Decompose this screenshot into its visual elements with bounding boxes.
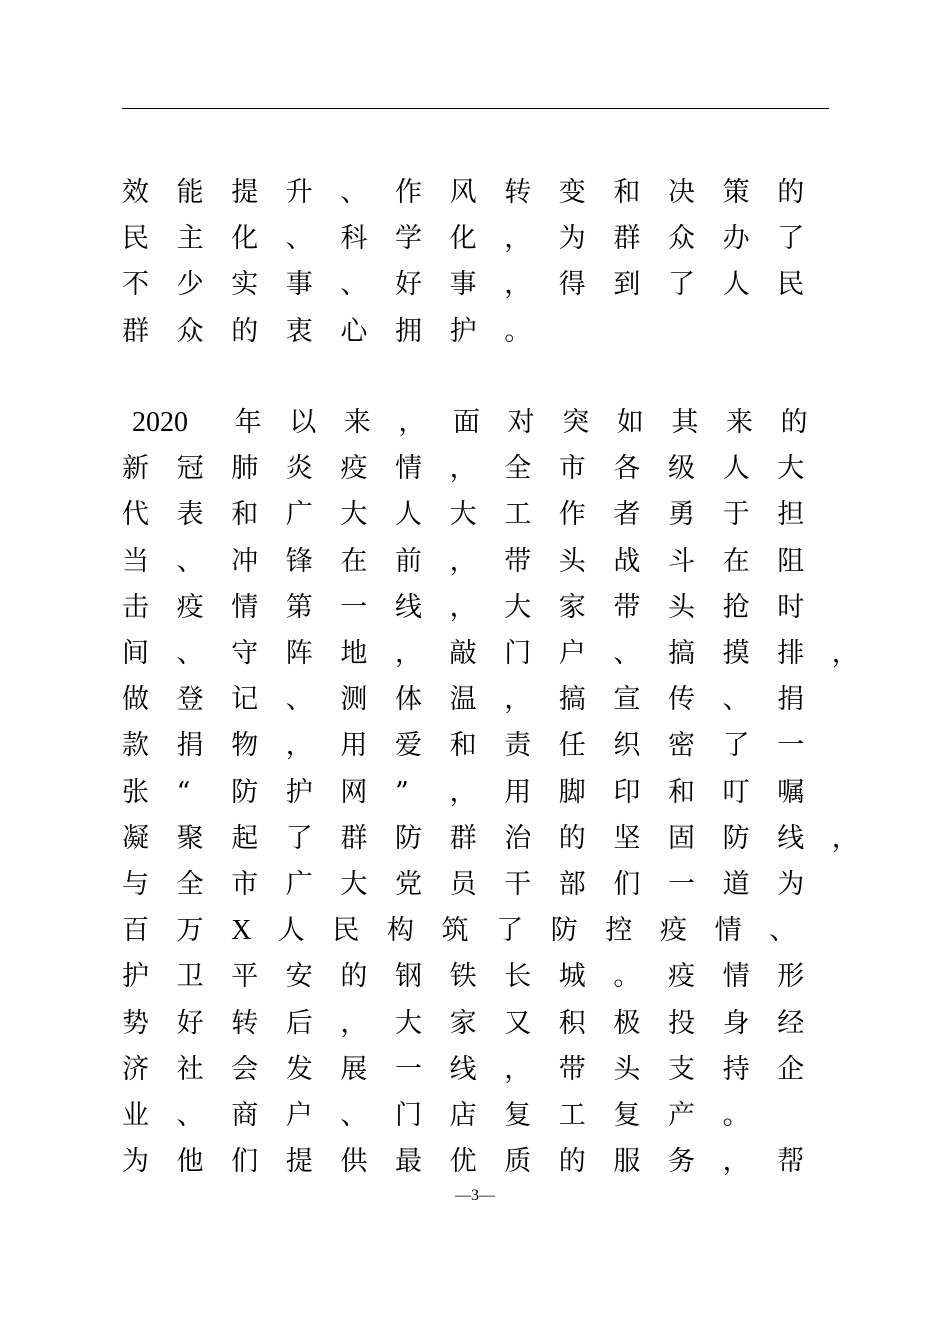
text-glyph: 为 — [122, 1146, 149, 1178]
text-glyph: 业 — [122, 1100, 149, 1131]
text-glyph: 门 — [504, 638, 532, 669]
text-glyph: 嘱 — [777, 776, 805, 808]
text-glyph: 带 — [504, 545, 532, 577]
text-glyph: 务 — [668, 1146, 695, 1178]
text-glyph: 网 — [340, 776, 368, 808]
text-glyph: 转 — [504, 177, 532, 208]
text-glyph: 时 — [777, 591, 805, 623]
text-glyph: 冲 — [231, 545, 259, 577]
text-glyph: 面 — [453, 407, 480, 438]
text-glyph: 大 — [504, 591, 532, 623]
text-glyph: 党 — [395, 869, 422, 900]
text-glyph: 。 — [722, 1100, 750, 1131]
text-line — [122, 911, 842, 951]
text-glyph: 质 — [504, 1146, 532, 1178]
text-glyph: 民 — [332, 915, 360, 947]
text-glyph: ， — [285, 730, 313, 762]
text-glyph: 们 — [613, 869, 641, 900]
text-glyph: 的 — [777, 177, 805, 208]
text-glyph: 到 — [613, 269, 641, 301]
text-glyph: 、 — [176, 545, 204, 577]
text-glyph: 办 — [722, 223, 750, 255]
text-glyph: 做 — [122, 684, 149, 716]
text-glyph: 大 — [340, 499, 368, 531]
text-glyph: 市 — [558, 453, 586, 485]
text-glyph: 头 — [558, 545, 586, 577]
text-line — [122, 219, 842, 259]
text-glyph: 商 — [231, 1100, 259, 1131]
text-line — [122, 173, 842, 213]
text-glyph: 员 — [449, 869, 477, 900]
text-line — [122, 1004, 842, 1044]
text-glyph: 和 — [613, 177, 641, 208]
text-glyph: 提 — [285, 1146, 313, 1178]
text-glyph: 者 — [613, 499, 641, 531]
text-glyph: 衷 — [285, 315, 313, 347]
text-glyph: 部 — [558, 869, 586, 900]
text-glyph: 记 — [231, 684, 259, 716]
text-glyph: 万 — [176, 915, 204, 947]
text-glyph: 学 — [395, 223, 422, 255]
text-glyph: 人 — [395, 499, 422, 531]
text-glyph: 突 — [562, 407, 590, 438]
text-glyph: 、 — [769, 915, 797, 947]
header-rule — [122, 108, 829, 109]
text-glyph: 叮 — [722, 776, 750, 808]
text-glyph: 大 — [777, 453, 805, 485]
text-glyph: 疫 — [660, 915, 687, 947]
text-glyph: 护 — [449, 315, 477, 347]
text-glyph: 线 — [395, 591, 422, 623]
text-glyph: 城 — [558, 961, 586, 993]
text-glyph: 2020 — [132, 407, 188, 438]
text-line — [122, 495, 842, 535]
text-line — [122, 312, 842, 352]
text-glyph: 来 — [343, 407, 371, 438]
text-glyph: 击 — [122, 591, 149, 623]
text-glyph: 作 — [558, 499, 586, 531]
text-glyph: 登 — [176, 684, 204, 716]
text-glyph: 群 — [449, 822, 477, 854]
text-glyph: 一 — [395, 1053, 422, 1085]
text-glyph: 户 — [285, 1100, 313, 1131]
text-glyph: 排 — [777, 638, 805, 669]
text-glyph: 头 — [613, 1053, 641, 1085]
text-glyph: 表 — [176, 499, 204, 531]
text-glyph: 形 — [777, 961, 805, 993]
text-glyph: 势 — [122, 1007, 149, 1039]
text-glyph: 、 — [340, 269, 368, 301]
text-glyph: 拥 — [395, 315, 422, 347]
text-glyph: 持 — [722, 1053, 750, 1085]
text-line — [122, 1050, 842, 1090]
text-line — [122, 865, 842, 905]
text-glyph: 抢 — [722, 591, 750, 623]
text-glyph: 情 — [395, 453, 422, 485]
text-glyph: 搞 — [668, 638, 695, 669]
text-glyph: 筑 — [441, 915, 469, 947]
text-glyph: 、 — [722, 684, 750, 716]
text-glyph: 护 — [122, 961, 149, 993]
text-glyph: 防 — [550, 915, 578, 947]
text-glyph: 工 — [504, 499, 532, 531]
text-glyph: 测 — [340, 684, 368, 716]
text-glyph: 了 — [285, 822, 313, 854]
text-glyph: 店 — [449, 1100, 477, 1131]
text-glyph: 为 — [777, 869, 805, 900]
text-glyph: 代 — [122, 499, 149, 531]
text-glyph: ， — [449, 776, 477, 808]
text-glyph: 一 — [340, 591, 368, 623]
text-glyph: 搞 — [558, 684, 586, 716]
text-glyph: 防 — [231, 776, 259, 808]
text-glyph: 、 — [340, 177, 368, 208]
text-glyph: 极 — [613, 1007, 641, 1039]
text-glyph: 心 — [340, 315, 368, 347]
text-glyph: 全 — [176, 869, 204, 900]
text-glyph: 的 — [340, 961, 368, 993]
text-glyph: 织 — [613, 730, 641, 762]
text-glyph: 身 — [722, 1007, 750, 1039]
text-glyph: 凝 — [122, 822, 149, 854]
text-glyph: 新 — [122, 453, 149, 485]
text-glyph: 了 — [496, 915, 524, 947]
text-glyph: ， — [395, 638, 422, 669]
text-glyph: 能 — [176, 177, 204, 208]
text-glyph: 肺 — [231, 453, 259, 485]
text-glyph: ， — [504, 1053, 532, 1085]
text-glyph: 人 — [722, 269, 750, 301]
text-glyph: 构 — [387, 915, 414, 947]
text-glyph: 防 — [395, 822, 422, 854]
text-glyph: 坚 — [613, 822, 641, 854]
text-glyph: 干 — [504, 869, 532, 900]
text-glyph: “ — [176, 776, 191, 808]
text-glyph: 门 — [395, 1100, 422, 1131]
text-glyph: 冠 — [176, 453, 204, 485]
text-line — [122, 1096, 842, 1136]
text-glyph: 主 — [176, 223, 204, 255]
text-glyph: ， — [449, 453, 477, 485]
text-glyph: ， — [449, 545, 477, 577]
text-glyph: 情 — [714, 915, 742, 947]
text-glyph: 。 — [613, 961, 641, 993]
text-glyph: 市 — [231, 869, 259, 900]
text-glyph: ， — [831, 638, 859, 669]
text-glyph: 平 — [231, 961, 259, 993]
text-glyph: 带 — [613, 591, 641, 623]
text-line — [122, 726, 842, 766]
text-glyph: 众 — [176, 315, 204, 347]
text-glyph: 敲 — [449, 638, 477, 669]
text-glyph: 来 — [726, 407, 753, 438]
text-glyph: 广 — [285, 499, 313, 531]
text-glyph: 群 — [340, 822, 368, 854]
text-glyph: 固 — [668, 822, 695, 854]
text-line — [122, 773, 842, 813]
text-glyph: 阻 — [777, 545, 805, 577]
text-glyph: 企 — [777, 1053, 805, 1085]
text-glyph: 大 — [395, 1007, 422, 1039]
text-glyph: 温 — [449, 684, 477, 716]
text-glyph: 科 — [340, 223, 368, 255]
text-line — [122, 449, 842, 489]
text-glyph: 以 — [289, 407, 317, 438]
text-glyph: 情 — [231, 591, 259, 623]
text-glyph: 好 — [176, 1007, 204, 1039]
text-glyph: 其 — [671, 407, 699, 438]
text-glyph: 提 — [231, 177, 259, 208]
text-glyph: 摸 — [722, 638, 750, 669]
text-line — [122, 265, 842, 305]
text-glyph: 责 — [504, 730, 532, 762]
text-glyph: 升 — [285, 177, 313, 208]
text-glyph: 的 — [558, 822, 586, 854]
text-glyph: ， — [449, 591, 477, 623]
text-glyph: 作 — [395, 177, 422, 208]
text-glyph: 群 — [122, 315, 149, 347]
text-glyph: 户 — [558, 638, 586, 669]
text-glyph: 家 — [449, 1007, 477, 1039]
text-glyph: 在 — [340, 545, 368, 577]
text-glyph: 众 — [668, 223, 695, 255]
text-glyph: 炎 — [285, 453, 313, 485]
text-glyph: 化 — [449, 223, 477, 255]
text-glyph: 疫 — [176, 591, 204, 623]
text-glyph: 传 — [668, 684, 695, 716]
text-glyph: ， — [504, 684, 532, 716]
text-glyph: 阵 — [285, 638, 313, 669]
text-glyph: 的 — [780, 407, 808, 438]
text-glyph: 款 — [122, 730, 149, 762]
text-glyph: 广 — [285, 869, 313, 900]
text-glyph: 对 — [507, 407, 535, 438]
text-glyph: 变 — [558, 177, 586, 208]
text-glyph: 转 — [231, 1007, 259, 1039]
text-glyph: 锋 — [285, 545, 313, 577]
text-glyph: 又 — [504, 1007, 532, 1039]
text-glyph: 前 — [395, 545, 422, 577]
text-glyph: 复 — [504, 1100, 532, 1131]
text-glyph: 实 — [231, 269, 259, 301]
text-glyph: 们 — [231, 1146, 259, 1178]
text-glyph: 。 — [504, 315, 532, 347]
text-line — [122, 957, 842, 997]
text-glyph: 了 — [777, 223, 805, 255]
text-glyph: ” — [395, 776, 409, 808]
text-glyph: 密 — [668, 730, 695, 762]
text-glyph: 供 — [340, 1146, 368, 1178]
text-glyph: 各 — [613, 453, 641, 485]
text-glyph: 为 — [558, 223, 586, 255]
text-glyph: 、 — [176, 1100, 204, 1131]
text-glyph: 、 — [176, 638, 204, 669]
text-glyph: 工 — [558, 1100, 586, 1131]
text-glyph: 优 — [449, 1146, 477, 1178]
text-glyph: 第 — [285, 591, 313, 623]
text-glyph: 钢 — [395, 961, 422, 993]
text-glyph: 不 — [122, 269, 149, 301]
text-glyph: 、 — [340, 1100, 368, 1131]
text-glyph: 担 — [777, 499, 805, 531]
text-line — [122, 1142, 842, 1182]
text-glyph: 体 — [395, 684, 422, 716]
text-glyph: 民 — [777, 269, 805, 301]
text-glyph: 头 — [668, 591, 695, 623]
text-glyph: 张 — [122, 776, 149, 808]
text-glyph: 他 — [176, 1146, 204, 1178]
text-glyph: 守 — [231, 638, 259, 669]
text-glyph: 卫 — [176, 961, 204, 993]
text-line — [122, 403, 842, 443]
text-glyph: 年 — [234, 407, 262, 438]
text-glyph: 护 — [285, 776, 313, 808]
text-glyph: 服 — [613, 1146, 641, 1178]
text-glyph: 复 — [613, 1100, 641, 1131]
text-glyph: ， — [398, 407, 426, 438]
text-glyph: 、 — [613, 638, 641, 669]
text-glyph: 与 — [122, 869, 149, 900]
text-glyph: 社 — [176, 1053, 204, 1085]
text-glyph: 在 — [722, 545, 750, 577]
text-glyph: 展 — [340, 1053, 368, 1085]
text-glyph: 效 — [122, 177, 149, 208]
text-glyph: 脚 — [558, 776, 586, 808]
text-glyph: 产 — [668, 1100, 695, 1131]
text-glyph: 济 — [122, 1053, 149, 1085]
text-glyph: 一 — [668, 869, 695, 900]
text-glyph: 捐 — [777, 684, 805, 716]
text-glyph: 发 — [285, 1053, 313, 1085]
text-glyph: 事 — [285, 269, 313, 301]
text-glyph: 治 — [504, 822, 532, 854]
text-glyph: 级 — [668, 453, 695, 485]
text-glyph: 勇 — [668, 499, 695, 531]
text-glyph: 策 — [722, 177, 750, 208]
text-glyph: 家 — [558, 591, 586, 623]
text-glyph: 支 — [668, 1053, 695, 1085]
text-glyph: 和 — [231, 499, 259, 531]
text-glyph: 如 — [616, 407, 644, 438]
text-glyph: 宣 — [613, 684, 641, 716]
text-glyph: 群 — [613, 223, 641, 255]
text-glyph: 和 — [449, 730, 477, 762]
text-glyph: 疫 — [340, 453, 368, 485]
text-glyph: 斗 — [668, 545, 695, 577]
text-glyph: 和 — [668, 776, 695, 808]
text-glyph: 人 — [722, 453, 750, 485]
text-glyph: 全 — [504, 453, 532, 485]
text-line — [122, 588, 842, 628]
text-glyph: 当 — [122, 545, 149, 577]
text-glyph: 后 — [285, 1007, 313, 1039]
text-glyph: 大 — [340, 869, 368, 900]
text-glyph: 一 — [777, 730, 805, 762]
text-glyph: 控 — [605, 915, 633, 947]
text-glyph: ， — [831, 822, 859, 854]
text-glyph: 好 — [395, 269, 422, 301]
text-glyph: 用 — [504, 776, 532, 808]
text-glyph: 道 — [722, 869, 750, 900]
text-glyph: 起 — [231, 822, 259, 854]
text-glyph: 风 — [449, 177, 477, 208]
text-glyph: 、 — [285, 223, 313, 255]
text-glyph: 少 — [176, 269, 204, 301]
text-glyph: 物 — [231, 730, 259, 762]
text-glyph: 长 — [504, 961, 532, 993]
text-glyph: 得 — [558, 269, 586, 301]
text-glyph: 帮 — [777, 1146, 805, 1178]
text-glyph: ， — [504, 223, 532, 255]
text-glyph: 用 — [340, 730, 368, 762]
text-glyph: 线 — [777, 822, 805, 854]
text-glyph: 于 — [722, 499, 750, 531]
text-glyph: ， — [504, 269, 532, 301]
text-glyph: 化 — [231, 223, 259, 255]
text-glyph: 防 — [722, 822, 750, 854]
text-glyph: 间 — [122, 638, 149, 669]
text-glyph: 的 — [558, 1146, 586, 1178]
text-line — [122, 542, 842, 582]
text-glyph: 疫 — [668, 961, 695, 993]
text-glyph: 捐 — [176, 730, 204, 762]
text-glyph: 带 — [558, 1053, 586, 1085]
text-glyph: 百 — [122, 915, 149, 947]
text-glyph: 的 — [231, 315, 259, 347]
text-glyph: ， — [340, 1007, 368, 1039]
text-glyph: X — [231, 915, 252, 947]
text-glyph: 人 — [277, 915, 305, 947]
text-glyph: 最 — [395, 1146, 422, 1178]
text-glyph: 聚 — [176, 822, 204, 854]
text-glyph: 经 — [777, 1007, 805, 1039]
text-glyph: 爱 — [395, 730, 422, 762]
text-glyph: 任 — [558, 730, 586, 762]
text-glyph: 决 — [668, 177, 695, 208]
text-glyph: 战 — [613, 545, 641, 577]
page-number: —3— — [455, 1187, 495, 1204]
text-glyph: 、 — [285, 684, 313, 716]
text-glyph: 大 — [449, 499, 477, 531]
text-line — [122, 819, 859, 859]
text-glyph: 了 — [668, 269, 695, 301]
text-glyph: 铁 — [449, 961, 477, 993]
text-line — [122, 634, 859, 674]
text-glyph: 线 — [449, 1053, 477, 1085]
text-glyph: 情 — [722, 961, 750, 993]
text-glyph: 民 — [122, 223, 149, 255]
text-glyph: 地 — [340, 638, 368, 669]
text-glyph: 积 — [558, 1007, 586, 1039]
text-glyph: ， — [722, 1146, 750, 1178]
text-glyph: 印 — [613, 776, 641, 808]
text-glyph: 会 — [231, 1053, 259, 1085]
text-glyph: 了 — [722, 730, 750, 762]
text-line — [122, 680, 842, 720]
text-glyph: 安 — [285, 961, 313, 993]
text-glyph: 事 — [449, 269, 477, 301]
text-glyph: 投 — [668, 1007, 695, 1039]
